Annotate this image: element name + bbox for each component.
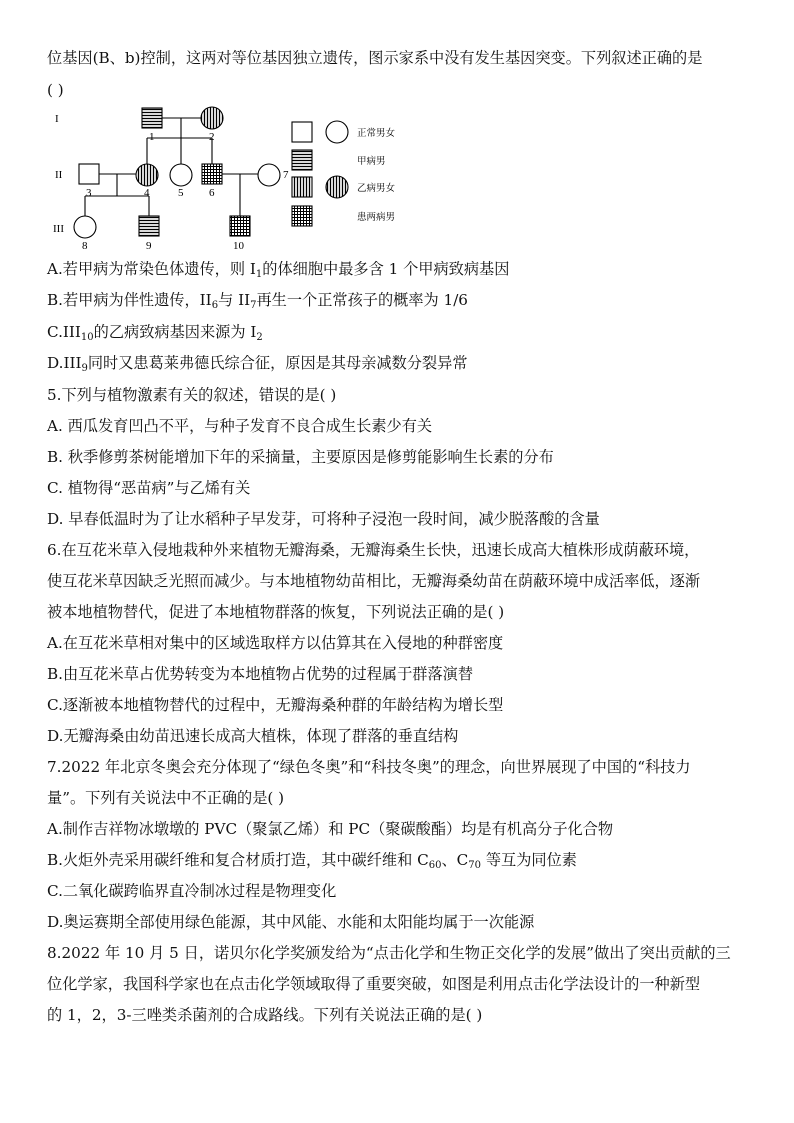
ind-num-3: 3 xyxy=(86,187,92,199)
q7-option-d: D.奥运赛期全部使用绿色能源，其中风能、水能和太阳能均属于一次能源 xyxy=(47,913,535,931)
ind-num-4: 4 xyxy=(144,187,150,199)
q7-stem-line2: 量”。下列有关说法中不正确的是( ) xyxy=(47,789,285,807)
pedigree-II7 xyxy=(258,164,280,186)
gen-label-I: I xyxy=(55,113,59,125)
pedigree-II3 xyxy=(79,164,99,184)
legend-label-normal: 正常男女 xyxy=(357,128,396,139)
pedigree-I2 xyxy=(201,107,223,129)
q6-option-d: D.无瓣海桑由幼苗迅速长成高大植株，体现了群落的垂直结构 xyxy=(47,727,459,745)
q4-stem-line1: 位基因(B、b)控制，这两对等位基因独立遗传，图示家系中没有发生基因突变。下列叙述正确的是 xyxy=(47,49,703,67)
pedigree-III9 xyxy=(139,216,159,236)
q7-stem-line1: 7.2022 年北京冬奥会充分体现了“绿色冬奥”和“科技冬奥”的理念，向世界展现了中国的“科技力 xyxy=(47,758,691,776)
q8-stem-line1: 8.2022 年 10 月 5 日，诺贝尔化学奖颁发给为“点击化学和生物正交化学的发展”做出了突出贡献的三 xyxy=(47,944,731,962)
legend-disease-a-male xyxy=(292,150,312,170)
pedigree-diagram xyxy=(47,96,467,254)
q4-option-a: A.若甲病为常染色体遗传，则 $I_1$的体细胞中最多含 1 个甲病致病基因 xyxy=(47,260,510,280)
q6-option-c: C.逐渐被本地植物替代的过程中，无瓣海桑种群的年龄结构为增长型 xyxy=(47,696,504,714)
legend-label-both: 患两病男 xyxy=(357,212,396,223)
gen-label-II: II xyxy=(55,169,63,181)
ind-num-8: 8 xyxy=(82,240,88,252)
legend-disease-b-male xyxy=(292,177,312,197)
pedigree-II4 xyxy=(136,164,158,186)
q4-option-b: B.若甲病为伴性遗传，$II_6$与 $II_7$再生一个正常孩子的概率为 1/6 xyxy=(47,291,468,311)
pedigree-III10 xyxy=(230,216,250,236)
q5-option-c: C. 植物得“恶苗病”与乙烯有关 xyxy=(47,479,251,497)
q7-option-a: A.制作吉祥物冰墩墩的 PVC（聚氯乙烯）和 PC（聚碳酸酯）均是有机高分子化合物 xyxy=(47,820,614,838)
q8-stem-line2: 位化学家，我国科学家也在点击化学领域取得了重要突破，如图是利用点击化学法设计的一种新型 xyxy=(47,975,701,993)
q6-stem-line3: 被本地植物替代，促进了本地植物群落的恢复，下列说法正确的是( ) xyxy=(47,603,505,621)
ind-num-1: 1 xyxy=(149,131,155,143)
ind-num-9: 9 xyxy=(146,240,152,252)
legend-label-disease-a: 甲病男 xyxy=(357,156,386,167)
q4-stem-line2: ( ) xyxy=(47,81,64,99)
q6-stem-line1: 6.在互花米草入侵地栽种外来植物无瓣海桑，无瓣海桑生长快，迅速长成高大植株形成荫蔽环境， xyxy=(47,541,700,559)
q4-option-d: $D.III_9$同时又患葛莱弗德氏综合征，原因是其母亲减数分裂异常 xyxy=(47,354,468,374)
q5-stem: 5.下列与植物激素有关的叙述，错误的是( ) xyxy=(47,386,337,404)
pedigree-I1 xyxy=(142,108,162,128)
q8-stem-line3: 的 1，2，3-三唑类杀菌剂的合成路线。下列有关说法正确的是( ) xyxy=(47,1006,483,1024)
q6-option-b: B.由互花米草占优势转变为本地植物占优势的过程属于群落演替 xyxy=(47,665,474,683)
q4-option-c: $C.III_{10}$的乙病致病基因来源为 $I_2$ xyxy=(47,323,263,343)
q5-option-d: D. 早春低温时为了让水稻种子早发芽，可将种子浸泡一段时间，减少脱落酸的含量 xyxy=(47,510,600,528)
legend-both-male xyxy=(292,206,312,226)
pedigree-II6 xyxy=(202,164,222,184)
pedigree-III8 xyxy=(74,216,96,238)
q5-option-a: A. 西瓜发育凹凸不平，与种子发育不良合成生长素少有关 xyxy=(47,417,433,435)
q5-option-b: B. 秋季修剪茶树能增加下年的采摘量，主要原因是修剪能影响生长素的分布 xyxy=(47,448,554,466)
legend-disease-b-female xyxy=(326,176,348,198)
legend-normal-female xyxy=(326,121,348,143)
q7-option-b: B.火炬外壳采用碳纤维和复合材质打造，其中碳纤维和 $C_{60}$、$C_{70}$ 等互为同位素 xyxy=(47,851,577,871)
q6-stem-line2: 使互花米草因缺乏光照而减少。与本地植物幼苗相比，无瓣海桑幼苗在荫蔽环境中成活率低，逐渐 xyxy=(47,572,701,590)
ind-num-7: 7 xyxy=(283,169,289,181)
ind-num-5: 5 xyxy=(178,187,184,199)
gen-label-III: III xyxy=(53,223,64,235)
pedigree-II5 xyxy=(170,164,192,186)
q6-option-a: A.在互花米草相对集中的区域选取样方以估算其在入侵地的种群密度 xyxy=(47,634,504,652)
legend-label-disease-b: 乙病男女 xyxy=(357,183,396,194)
ind-num-6: 6 xyxy=(209,187,215,199)
legend-normal-male xyxy=(292,122,312,142)
ind-num-2: 2 xyxy=(209,131,215,143)
q7-option-c: C.二氧化碳跨临界直冷制冰过程是物理变化 xyxy=(47,882,337,900)
ind-num-10: 10 xyxy=(233,240,244,252)
